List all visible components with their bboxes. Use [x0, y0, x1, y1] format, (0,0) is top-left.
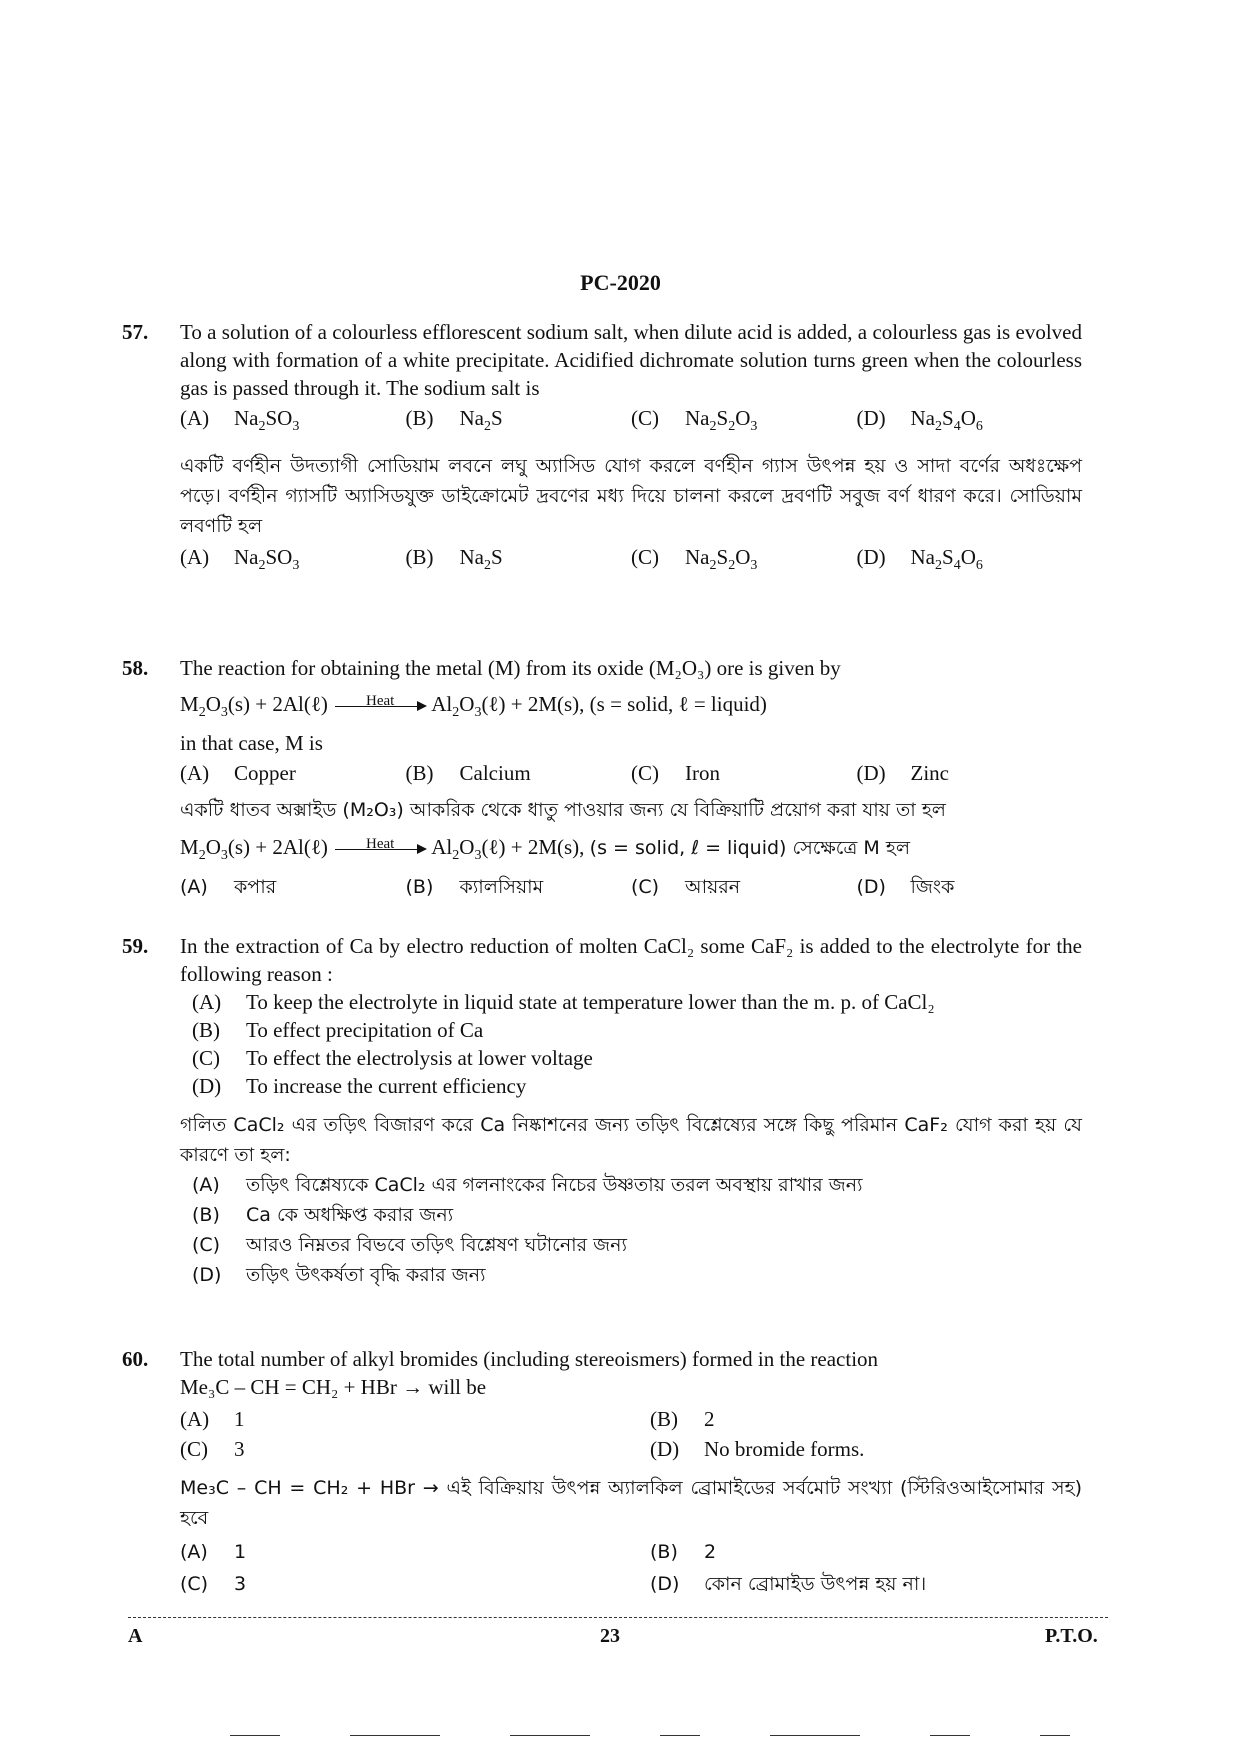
option-d[interactable]: (D) তড়িৎ উৎকর্ষতা বৃদ্ধি করার জন্য — [192, 1264, 486, 1286]
option-d[interactable]: (D) $Na_2S_4O_6$ — [856, 406, 983, 435]
question-59 — [122, 932, 1082, 1290]
option-d[interactable]: (D) জিংক — [856, 876, 955, 899]
option-a[interactable]: (A) 1 — [180, 1541, 247, 1563]
page-number: 23 — [600, 1625, 620, 1647]
heat-arrow: Heat — [335, 706, 425, 707]
footer-divider — [128, 1617, 1108, 1618]
please-turn-over: P.T.O. — [1045, 1625, 1098, 1647]
option-c[interactable]: (C) $Na_2S_2O_3$ — [631, 406, 758, 435]
question-text-en: To a solution of a colourless efflorescent sodium salt, when dilute acid is added, a colourless gas is evolved along with formation of a white precipitate. Acidified dichromate solution turns green when the colourless gas is passed through it. The sodium salt is — [180, 320, 1082, 400]
option-d[interactable]: (D) Zinc — [856, 761, 949, 786]
option-c[interactable]: (C) আরও নিম্নতর বিভবে তড়িৎ বিশ্লেষণ ঘটানোর জন্য — [192, 1234, 628, 1256]
question-57 — [122, 318, 1082, 580]
options-bn — [180, 543, 1082, 580]
option-d[interactable]: (D) $Na_2S_4O_6$ — [856, 545, 983, 574]
bottom-scan-marks — [230, 1735, 1070, 1737]
option-a[interactable]: (A) তড়িৎ বিশ্লেষ্যকে CaCl₂ এর গলনাংকের নিচের উষ্ণতায় তরল অবস্থায় রাখার জন্য — [192, 1174, 863, 1196]
option-c[interactable]: (C) Iron — [631, 761, 720, 786]
question-text-bn: গলিত CaCl₂ এর তড়িৎ বিজারণ করে Ca নিষ্কাশনের জন্য তড়িৎ বিশ্লেষ্যের সঙ্গে কিছু পরিমান CaF₂ যোগ করা হয় যে কারণে তা হল: — [180, 1114, 1082, 1166]
question-text-bn: একটি ধাতব অক্সাইড (M₂O₃) আকরিক থেকে ধাতু পাওয়ার জন্য যে বিক্রিয়াটি প্রয়োগ করা যায় তা হল — [180, 799, 946, 822]
option-a[interactable]: (A) $Na_2SO_3$ — [180, 545, 300, 574]
option-b[interactable]: (B) $Na_2S$ — [405, 406, 503, 435]
question-text-en: The total number of alkyl bromides (including stereoismers) formed in the reaction — [180, 1347, 879, 1371]
option-d[interactable]: (D) To increase the current efficiency — [192, 1074, 527, 1098]
option-b[interactable]: (B) Ca কে অধক্ষিপ্ত করার জন্য — [192, 1204, 454, 1226]
question-58 — [122, 654, 1082, 902]
options-en — [180, 1405, 1082, 1463]
option-c[interactable]: (C) To effect the electrolysis at lower voltage — [192, 1046, 593, 1070]
options-en — [180, 759, 1082, 787]
option-b[interactable]: (B) Calcium — [405, 761, 531, 786]
option-b[interactable]: (B) 2 — [650, 1541, 717, 1563]
options-en — [180, 988, 1082, 1100]
option-d[interactable]: (D) No bromide forms. — [650, 1437, 865, 1461]
option-a[interactable]: (A) To keep the electrolyte in liquid state at temperature lower than the m. p. of CaCl₂ — [192, 990, 935, 1014]
reaction-equation: $M_2O_3(s)$ + 2Al(ℓ) Heat $Al_2O_3(\ell) + 2M(s)$, (s = solid, ℓ = liquid) — [180, 692, 767, 721]
options-bn — [180, 872, 1082, 902]
question-text-en: In the extraction of Ca by electro reduction of molten CaCl₂ some CaF₂ is added to the electrolyte for the following reason : — [180, 934, 1082, 986]
option-c[interactable]: (C) 3 — [180, 1437, 245, 1461]
option-a[interactable]: (A) $Na_2SO_3$ — [180, 406, 300, 435]
option-b[interactable]: (B) $Na_2S$ — [405, 545, 503, 574]
question-number: 57. — [122, 320, 149, 344]
option-c[interactable]: (C) $Na_2S_2O_3$ — [631, 545, 758, 574]
heat-arrow: Heat — [335, 849, 425, 850]
reaction-equation: Me₃C – CH = CH₂ + HBr → will be — [180, 1375, 487, 1399]
option-a[interactable]: (A) কপার — [180, 876, 277, 899]
reaction-equation-bn: $M_2O_3(s)$ + 2Al(ℓ) Heat $Al_2O_3(\ell) + 2M(s)$, (s = solid, ℓ = liquid) সেক্ষেত্রে M হল — [180, 835, 910, 864]
option-b[interactable]: (B) ক্যালসিয়াম — [405, 876, 544, 899]
page-header: PC-2020 — [580, 270, 661, 295]
question-text-bn: Me₃C – CH = CH₂ + HBr → এই বিক্রিয়ায় উৎপন্ন অ্যালকিল ব্রোমাইডের সর্বমোট সংখ্যা (স্টিরিওআইসোমার সহ) হবে — [180, 1477, 1082, 1529]
question-text-en-2: in that case, M is — [180, 731, 323, 756]
question-60 — [122, 1345, 1082, 1599]
options-bn — [180, 1170, 1082, 1290]
question-text-en: The reaction for obtaining the metal (M) from its oxide (M₂O₃) ore is given by — [180, 656, 841, 680]
question-text-bn: একটি বর্ণহীন উদত্যাগী সোডিয়াম লবনে লঘু অ্যাসিড যোগ করলে বর্ণহীন গ্যাস উৎপন্ন হয় ও সাদা বর্ণের অধঃক্ষেপ পড়ে। বর্ণহীন গ্যাসটি অ্যাসিডযুক্ত ডাইক্রোমেট দ্রবণের মধ্য দিয়ে চালনা করলে দ্রবণটি সবুজ বর্ণ ধারণ করে। সোডিয়াম লবণটি হল — [180, 455, 1082, 538]
option-b[interactable]: (B) To effect precipitation of Ca — [192, 1018, 484, 1042]
option-a[interactable]: (A) 1 — [180, 1407, 245, 1431]
question-number: 60. — [122, 1347, 149, 1371]
option-a[interactable]: (A) Copper — [180, 761, 296, 786]
options-en — [180, 404, 1082, 441]
option-b[interactable]: (B) 2 — [650, 1407, 715, 1431]
option-c[interactable]: (C) 3 — [180, 1573, 247, 1595]
question-number: 58. — [122, 656, 149, 680]
booklet-set: A — [128, 1625, 143, 1647]
option-d[interactable]: (D) কোন ব্রোমাইড উৎপন্ন হয় না। — [650, 1573, 927, 1595]
options-bn — [180, 1537, 1082, 1599]
option-c[interactable]: (C) আয়রন — [631, 876, 741, 899]
question-number: 59. — [122, 934, 149, 958]
